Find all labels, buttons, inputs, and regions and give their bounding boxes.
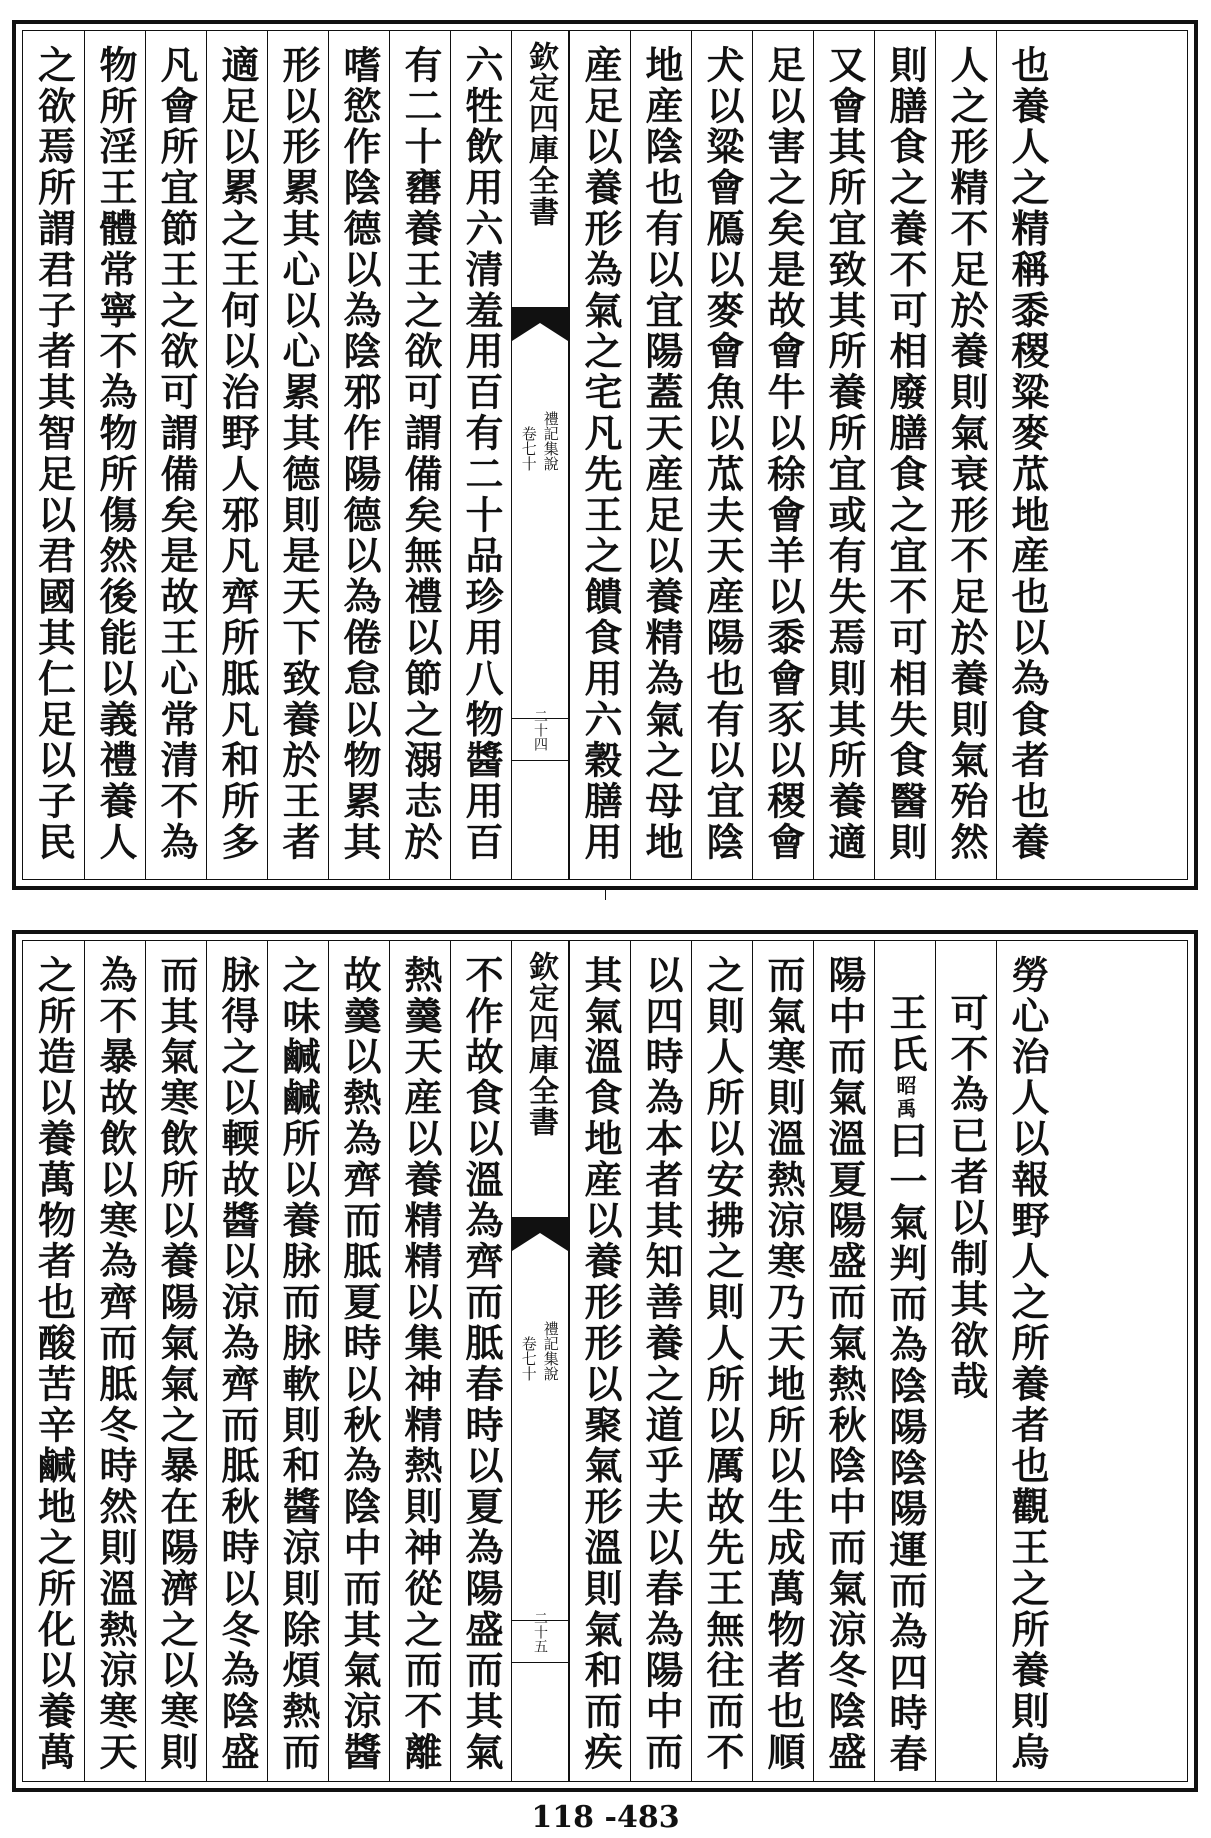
column-text: 陽中而氣溫夏陽盛而氣熱秋陰中而氣涼冬陰盛 bbox=[822, 955, 867, 1773]
spine-page-number: 二十四 bbox=[532, 709, 548, 751]
page-divider-mark bbox=[605, 886, 606, 900]
spine-title: 欽定四庫全書 bbox=[523, 951, 558, 1137]
column-text: 有二十罋養王之欲可謂備矣無禮以節之溺志於 bbox=[398, 45, 443, 863]
spine-center bbox=[511, 31, 569, 879]
column-text: 而氣寒則溫熱涼寒乃天地所以生成萬物者也順 bbox=[761, 955, 806, 1773]
text-column bbox=[389, 31, 450, 879]
text-column bbox=[206, 941, 267, 1781]
spine-book: 禮記集說 bbox=[541, 1321, 560, 1381]
text-column bbox=[569, 31, 630, 879]
column-text: 嗜慾作陰德以為陰邪作陽德以為倦怠以物累其 bbox=[337, 45, 382, 863]
text-column bbox=[450, 941, 511, 1781]
text-column bbox=[328, 31, 389, 879]
text-column bbox=[813, 31, 874, 879]
text-column bbox=[630, 31, 691, 879]
column-text: 之味鹹鹹所以養脉而脉軟則和醬涼則除煩熱而 bbox=[276, 955, 321, 1773]
column-text: 也養人之精稱黍稷粱麥苽地産也以為食者也養 bbox=[1005, 45, 1050, 863]
column-text: 之則人所以安拂之則人所以厲故先王無往而不 bbox=[700, 955, 745, 1773]
text-column bbox=[389, 941, 450, 1781]
spine-page-number: 二十五 bbox=[532, 1611, 548, 1653]
text-column bbox=[23, 941, 84, 1781]
fishtail-mark-icon bbox=[512, 307, 568, 341]
text-column bbox=[996, 941, 1057, 1781]
column-text: 産足以養形為氣之宅凡先王之饋食用六穀膳用 bbox=[578, 45, 623, 863]
column-text: 其氣溫食地産以養形形以聚氣形溫則氣和而疾 bbox=[578, 955, 623, 1773]
column-text: 不作故食以溫為齊而胝春時以夏為陽盛而其氣 bbox=[459, 955, 504, 1773]
text-column bbox=[813, 941, 874, 1781]
fishtail-mark-icon bbox=[512, 1217, 568, 1251]
column-text: 又會其所宜致其所養所宜或有失焉則其所養適 bbox=[822, 45, 867, 863]
bottom-page bbox=[12, 930, 1198, 1792]
text-column bbox=[874, 941, 935, 1781]
text-column bbox=[691, 31, 752, 879]
top-page bbox=[12, 20, 1198, 890]
text-column bbox=[23, 31, 84, 879]
column-text: 則膳食之養不可相廢膳食之宜不可相失食醫則 bbox=[883, 45, 928, 863]
column-text: 適足以累之王何以治野人邪凡齊所胝凡和所多 bbox=[215, 45, 260, 863]
column-text: 足以害之矣是故會牛以稌會羊以黍會豕以稷會 bbox=[761, 45, 806, 863]
spine-rule bbox=[512, 760, 568, 761]
spine-book: 禮記集說 bbox=[541, 411, 560, 471]
spine-volume: 卷七十 bbox=[519, 426, 538, 471]
text-column bbox=[450, 31, 511, 879]
text-column bbox=[874, 31, 935, 879]
column-text: 熱羹天産以養精精以集神精熱則神從之而不離 bbox=[398, 955, 443, 1773]
text-column bbox=[691, 941, 752, 1781]
column-text bbox=[883, 993, 928, 1776]
author-name: 王氏 bbox=[883, 993, 928, 1075]
text-column bbox=[84, 941, 145, 1781]
column-text: 勞心治人以報野人之所養者也觀王之所養則烏 bbox=[1005, 955, 1050, 1773]
spine-rule bbox=[512, 1662, 568, 1663]
column-text: 而其氣寒飲所以養陽氣氣之暴在陽濟之以寒則 bbox=[154, 955, 199, 1773]
spine-title: 欽定四庫全書 bbox=[523, 41, 558, 227]
column-text: 脉得之以輭故醬以涼為齊而胝秋時以冬為陰盛 bbox=[215, 955, 260, 1773]
column-text: 凡會所宜節王之欲可謂備矣是故王心常清不為 bbox=[154, 45, 199, 863]
column-text: 人之形精不足於養則氣衰形不足於養則氣殆然 bbox=[944, 45, 989, 863]
column-text: 犬以粱會鴈以麥會魚以苽夫天産陽也有以宜陰 bbox=[700, 45, 745, 863]
text-column bbox=[752, 31, 813, 879]
column-text: 形以形累其心以心累其德則是天下致養於王者 bbox=[276, 45, 321, 863]
column-text: 為不暴故飲以寒為齊而胝冬時然則溫熱涼寒天 bbox=[93, 955, 138, 1773]
column-text: 六牲飲用六清羞用百有二十品珍用八物醬用百 bbox=[459, 45, 504, 863]
text-column bbox=[328, 941, 389, 1781]
column-text: 之欲焉所謂君子者其智足以君國其仁足以子民 bbox=[31, 45, 77, 863]
bottom-page-inner bbox=[22, 940, 1188, 1782]
text-column bbox=[752, 941, 813, 1781]
column-text: 之所造以養萬物者也酸苦辛鹹地之所化以養萬 bbox=[31, 955, 77, 1773]
author-note: 昭禹 bbox=[893, 1074, 917, 1121]
column-text: 地産陰也有以宜陽蓋天産足以養精為氣之母地 bbox=[639, 45, 684, 863]
text-column bbox=[267, 941, 328, 1781]
text-column bbox=[996, 31, 1057, 879]
text-column bbox=[267, 31, 328, 879]
page-footer-number: 118 -483 bbox=[531, 1800, 680, 1835]
column-text: 可不為已者以制其欲哉 bbox=[944, 993, 989, 1402]
spine-volume: 卷七十 bbox=[519, 1336, 538, 1381]
text-column bbox=[630, 941, 691, 1781]
text-column bbox=[935, 941, 996, 1781]
spine-center bbox=[511, 941, 569, 1781]
text-column bbox=[145, 31, 206, 879]
text-column bbox=[569, 941, 630, 1781]
text-column bbox=[84, 31, 145, 879]
text-column bbox=[935, 31, 996, 879]
column-text: 故羹以熱為齊而胝夏時以秋為陰中而其氣涼醬 bbox=[337, 955, 382, 1773]
text-column bbox=[206, 31, 267, 879]
column-text: 以四時為本者其知善養之道乎夫以春為陽中而 bbox=[639, 955, 684, 1773]
text-column bbox=[145, 941, 206, 1781]
top-page-inner bbox=[22, 30, 1188, 880]
column-text: 物所淫王體常寧不為物所傷然後能以義禮養人 bbox=[93, 45, 138, 863]
author-quote: 曰一氣判而為陰陽陰陽運而為四時春 bbox=[883, 1120, 928, 1776]
